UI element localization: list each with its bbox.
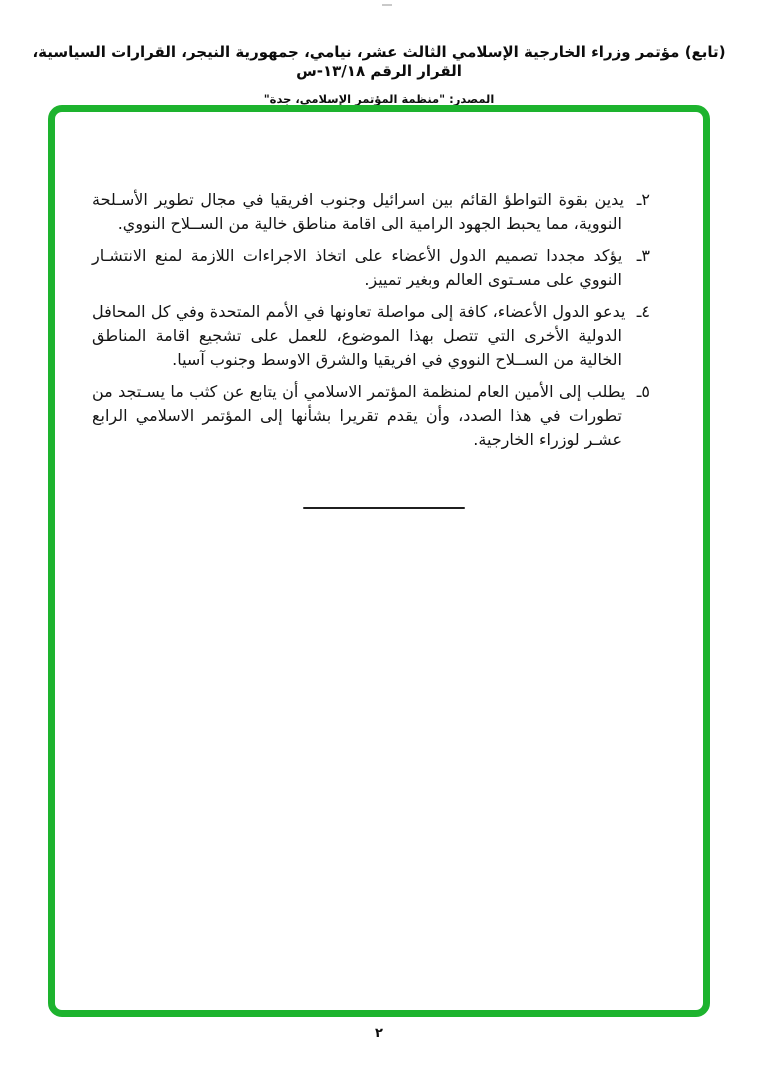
- page-number: ٢: [375, 1026, 383, 1041]
- item-number: ٥ـ: [636, 382, 650, 401]
- item-number: ٣ـ: [636, 246, 650, 265]
- scan-artifact-mark: [382, 4, 392, 6]
- resolution-item-4: [92, 300, 650, 372]
- section-divider: [303, 507, 465, 509]
- item-text: يطلب إلى الأمين العام لمنظمة المؤتمر الاسلامي أن يتابع عن كثب ما يسـتجد من تطورات في هذا الصدد، وأن يقدم تقريرا بشأنها إلى المؤتمر الاسلامي الرابع عشـر لوزراء الخارجية.: [92, 382, 626, 449]
- item-number: ٤ـ: [636, 302, 650, 321]
- resolution-item-3: [92, 244, 650, 292]
- item-text: يؤكد مجددا تصميم الدول الأعضاء على اتخاذ الاجراءات اللازمة لمنع الانتشـار النووي على مسـتوى العالم وبغير تمييز.: [92, 246, 623, 289]
- header-citation: (تابع) مؤتمر وزراء الخارجية الإسلامي الثالث عشر، نيامي، جمهورية النيجر، القرارات السياسية، القرار الرقم ١٣/١٨-س: [32, 43, 726, 80]
- item-number: ٢ـ: [636, 190, 650, 209]
- item-text: يدعو الدول الأعضاء، كافة إلى مواصلة تعاونها في الأمم المتحدة وفي كل المحافل الدولية الأخرى التي تتصل بهذا الموضوع، للعمل على تشجيع اقامة المناطق الخالية من الســلاح النووي في افريقيا والشرق الاوسط وجنوب آسيا.: [92, 302, 626, 369]
- resolution-body: [92, 188, 650, 460]
- resolution-item-5: [92, 380, 650, 452]
- header-source: المصدر: "منظمة المؤتمر الإسلامي، جدة": [263, 92, 495, 106]
- document-header: [0, 43, 758, 107]
- item-text: يدين بقوة التواطؤ القائم بين اسرائيل وجنوب افريقيا في مجال تطوير الأسـلحة النووية، مما يحبط الجهود الرامية الى اقامة مناطق خالية من الســلاح النووي.: [92, 190, 624, 233]
- resolution-item-2: [92, 188, 650, 236]
